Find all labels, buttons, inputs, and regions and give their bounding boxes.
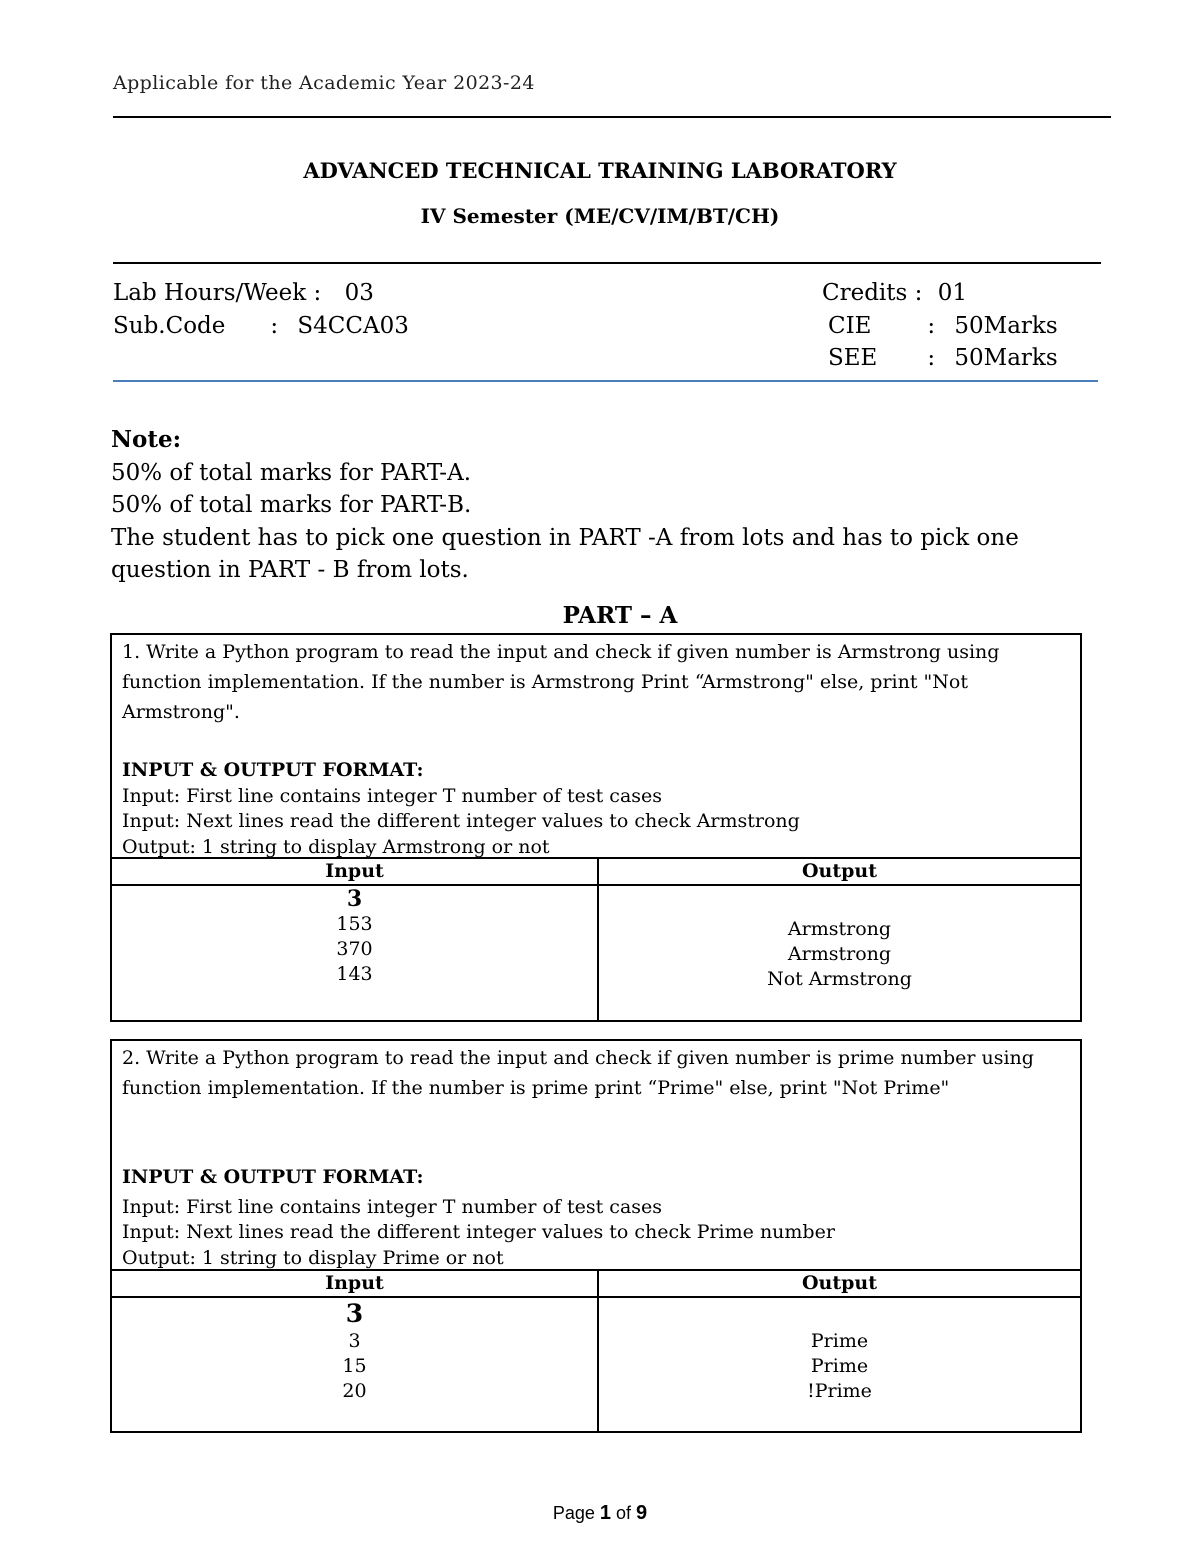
question-1-outputs bbox=[599, 917, 1080, 992]
input-value: 15 bbox=[342, 1355, 367, 1377]
question-1-format bbox=[122, 758, 1072, 860]
cie-colon: : bbox=[927, 313, 936, 339]
sub-code-colon: : bbox=[270, 313, 279, 339]
question-2-format bbox=[122, 1165, 1072, 1271]
credits-label: Credits : bbox=[822, 280, 923, 306]
see-value: 50Marks bbox=[954, 345, 1058, 371]
input-value: 20 bbox=[342, 1380, 367, 1402]
see-row bbox=[828, 345, 1058, 371]
document-title: ADVANCED TECHNICAL TRAINING LABORATORY bbox=[303, 158, 897, 183]
output-value: Armstrong bbox=[787, 918, 892, 940]
output-value: Not Armstrong bbox=[767, 968, 912, 990]
output-column-header: Output bbox=[801, 1272, 878, 1294]
output-value: Prime bbox=[810, 1355, 869, 1377]
title-rule bbox=[113, 262, 1101, 264]
input-column-header: Input bbox=[325, 1272, 384, 1294]
lab-hours-value: 03 bbox=[344, 280, 374, 306]
format-line: Input: First line contains integer T number of test cases bbox=[122, 1195, 663, 1218]
question-2-text: 2. Write a Python program to read the input and check if given number is prime number using function implementation. If the number is prime print “Prime" else, print "Not Prime" bbox=[122, 1047, 1034, 1099]
header-note: Applicable for the Academic Year 2023-24 bbox=[113, 72, 535, 94]
credits-row bbox=[822, 280, 967, 306]
output-column-header: Output bbox=[801, 860, 878, 882]
see-colon: : bbox=[927, 345, 936, 371]
page-footer bbox=[0, 1502, 1200, 1525]
format-heading: INPUT & OUTPUT FORMAT: bbox=[122, 759, 424, 781]
format-line: Input: Next lines read the different integer values to check Armstrong bbox=[122, 810, 800, 832]
question-2-box bbox=[110, 1039, 1082, 1433]
header-rule bbox=[113, 116, 1111, 118]
page-number: 1 bbox=[599, 1502, 611, 1524]
input-value: 143 bbox=[336, 963, 373, 985]
input-value: 153 bbox=[336, 913, 373, 935]
cie-row bbox=[828, 313, 1058, 339]
question-1-text: 1. Write a Python program to read the input and check if given number is Armstrong using function implementation. If the number is Armstrong Print “Armstrong" else, print "Not Armstrong". bbox=[122, 641, 1000, 723]
format-line: Input: Next lines read the different integer values to check Prime number bbox=[122, 1221, 835, 1243]
page-total: 9 bbox=[636, 1502, 648, 1524]
format-line: Input: First line contains integer T number of test cases bbox=[122, 784, 663, 807]
lab-hours-row bbox=[113, 280, 374, 306]
cie-label: CIE bbox=[828, 313, 872, 339]
sub-code-value: S4CCA03 bbox=[297, 313, 409, 339]
output-value: !Prime bbox=[807, 1380, 872, 1402]
question-1-inputs bbox=[112, 887, 597, 987]
credits-value: 01 bbox=[937, 280, 967, 306]
document-subtitle: IV Semester (ME/CV/IM/BT/CH) bbox=[420, 204, 780, 228]
see-label: SEE bbox=[828, 345, 878, 371]
output-value: Prime bbox=[810, 1330, 869, 1352]
note-heading: Note: bbox=[111, 426, 182, 453]
page-word: Page bbox=[552, 1503, 595, 1523]
format-line: Output: 1 string to display Armstrong or not bbox=[122, 835, 550, 858]
output-value: Armstrong bbox=[787, 943, 892, 965]
meta-rule bbox=[113, 380, 1098, 382]
question-2-inputs bbox=[112, 1299, 597, 1404]
input-value: 3 bbox=[348, 1330, 361, 1352]
sub-code-label: Sub.Code bbox=[113, 313, 226, 339]
question-1-table-header bbox=[112, 857, 1080, 886]
input-count: 3 bbox=[346, 886, 363, 912]
lab-hours-label: Lab Hours/Week : bbox=[113, 280, 322, 306]
question-2-table-header bbox=[112, 1269, 1080, 1298]
part-a-heading: PART – A bbox=[562, 602, 678, 629]
note-block bbox=[111, 424, 1101, 587]
input-column-header: Input bbox=[325, 860, 384, 882]
note-line: The student has to pick one question in PART -A from lots and has to pick one question in PART - B from lots. bbox=[111, 524, 1019, 583]
format-heading: INPUT & OUTPUT FORMAT: bbox=[122, 1166, 424, 1188]
note-line: 50% of total marks for PART-B. bbox=[111, 492, 472, 518]
of-word: of bbox=[616, 1503, 632, 1523]
sub-code-row bbox=[113, 313, 409, 339]
format-line: Output: 1 string to display Prime or not bbox=[122, 1246, 504, 1269]
note-line: 50% of total marks for PART-A. bbox=[111, 459, 472, 486]
input-value: 370 bbox=[336, 938, 373, 960]
cie-value: 50Marks bbox=[954, 313, 1058, 339]
question-2-outputs bbox=[599, 1329, 1080, 1404]
input-count: 3 bbox=[345, 1299, 364, 1328]
question-1-box bbox=[110, 633, 1082, 1022]
